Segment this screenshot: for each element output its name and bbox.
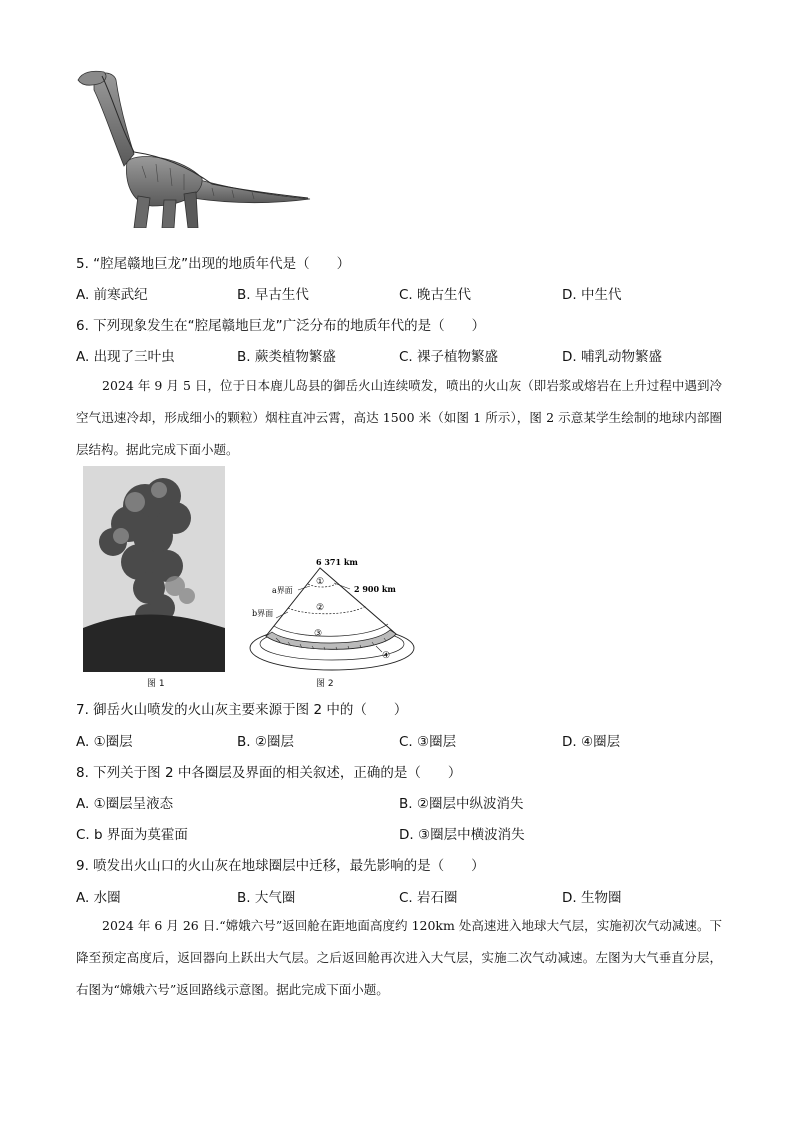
layer-3-label: ③ [314, 629, 323, 639]
q7-option-b: B. ②圈层 [237, 734, 294, 750]
q8-option-a: A. ①圈层呈液态 [76, 796, 174, 812]
q9-option-d: D. 生物圈 [562, 890, 622, 906]
question-7-stem: 7. 御岳火山喷发的火山灰主要来源于图 2 中的（ ） [76, 702, 408, 718]
question-9-stem: 9. 喷发出火山口的火山灰在地球圈层中迁移，最先影响的是（ ） [76, 858, 485, 874]
q5-option-c: C. 晚古生代 [399, 287, 472, 303]
label-radius: 6 371 km [316, 557, 358, 567]
layer-2-label: ② [316, 603, 325, 613]
q8-option-d: D. ③圈层中横波消失 [399, 827, 525, 843]
passage-change6: 2024 年 6 月 26 日.“嫦娥六号”返回舱在距地面高度约 120km 处高速进入地球大气层，实施初次气动减速。下降至预定高度后，返回器向上跃出大气层。之后返回舱再次进入大气层，实施二次气动减速。左图为大气垂直分层，右图为“嫦娥六号”返回路线示意图。据此完成下面小题。 [76, 918, 722, 997]
q8-option-c: C. b 界面为莫霍面 [76, 827, 188, 843]
q5-option-a: A. 前寒武纪 [76, 287, 148, 303]
q9-option-b: B. 大气圈 [237, 890, 296, 906]
q9-option-a: A. 水圈 [76, 890, 121, 906]
question-6 [76, 314, 485, 334]
question-9 [76, 854, 485, 874]
dinosaur-illustration [72, 66, 317, 228]
question-8 [76, 761, 461, 781]
passage-volcano: 2024 年 9 月 5 日，位于日本鹿儿岛县的御岳火山连续喷发，喷出的火山灰（即岩浆或熔岩在上升过程中遇到冷空气迅速冷却，形成细小的颗粒）烟柱直冲云霄，高达 1500 米（如图 1 所示），图 2 示意某学生绘制的地球内部圈层结构。据此完成下面小题。 [76, 378, 722, 457]
figure-2-earth-layers-diagram [246, 556, 416, 676]
q6-option-d: D. 哺乳动物繁盛 [562, 349, 662, 365]
q6-option-a: A. 出现了三叶虫 [76, 349, 175, 365]
figure-1-caption: 图 1 [147, 679, 165, 689]
q7-option-c: C. ③圈层 [399, 734, 457, 750]
question-5-stem: 5. “腔尾赣地巨龙”出现的地质年代是（ ） [76, 256, 351, 272]
q7-option-a: A. ①圈层 [76, 734, 133, 750]
question-5 [76, 252, 350, 272]
layer-4-label: ④ [382, 651, 391, 661]
q7-option-d: D. ④圈层 [562, 734, 621, 750]
question-8-stem: 8. 下列关于图 2 中各圈层及界面的相关叙述，正确的是（ ） [76, 765, 462, 781]
label-a-interface: a界面 [272, 586, 293, 595]
q9-option-c: C. 岩石圈 [399, 890, 458, 906]
figure-1-volcano-photo [83, 466, 225, 672]
q5-option-b: B. 早古生代 [237, 287, 309, 303]
q8-option-b: B. ②圈层中纵波消失 [399, 796, 524, 812]
label-depth: 2 900 km [354, 584, 396, 594]
question-6-stem: 6. 下列现象发生在“腔尾赣地巨龙”广泛分布的地质年代的是（ ） [76, 318, 486, 334]
q6-option-c: C. 裸子植物繁盛 [399, 349, 499, 365]
label-b-interface: b界面 [252, 609, 274, 618]
layer-1-label: ① [316, 577, 325, 587]
q5-option-d: D. 中生代 [562, 287, 622, 303]
question-7 [76, 698, 407, 718]
figure-2-caption: 图 2 [316, 679, 334, 689]
q6-option-b: B. 蕨类植物繁盛 [237, 349, 336, 365]
